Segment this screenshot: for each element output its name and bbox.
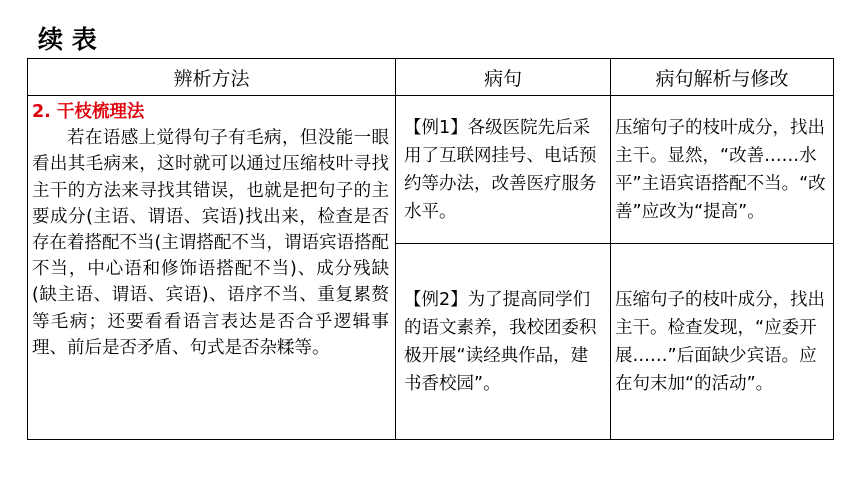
table-row: [28, 96, 834, 244]
method-body: 若在语感上觉得句子有毛病，但没能一眼看出其毛病来，这时就可以通过压缩枝叶寻找主干的方法来寻找其错误，也就是把句子的主要成分(主语、谓语、宾语)找出来，检查是否存在着搭配不当(主谓搭配不当，谓语宾语搭配不当，中心语和修饰语搭配不当)、成分残缺(缺主语、谓语、宾语)、语序不当、重复累赘等毛病；还要看看语言表达是否合乎逻辑事理、前后是否矛盾、句式是否杂糅等。: [32, 128, 389, 358]
analysis-cell-1: 压缩句子的枝叶成分，找出主干。显然，“改善……水平”主语宾语搭配不当。“改善”应改为“提高”。: [611, 96, 834, 244]
analysis-table: [27, 58, 834, 440]
header-analysis: 病句解析与修改: [611, 59, 834, 96]
table-header-row: [28, 59, 834, 96]
analysis-cell-2: 压缩句子的枝叶成分，找出主干。检查发现，“应委开展……”后面缺少宾语。应在句末加“的活动”。: [611, 244, 834, 440]
method-heading: 2. 干枝梳理法: [32, 102, 145, 122]
example-cell-2: 【例2】为了提高同学们的语文素养，我校团委积极开展“读经典作品，建书香校园”。: [396, 244, 611, 440]
header-method: 辨析方法: [28, 59, 396, 96]
header-example: 病句: [396, 59, 611, 96]
example-cell-1: 【例1】各级医院先后采用了互联网挂号、电话预约等办法，改善医疗服务水平。: [396, 96, 611, 244]
page-title: 续 表: [38, 25, 97, 54]
method-cell: [28, 96, 396, 440]
